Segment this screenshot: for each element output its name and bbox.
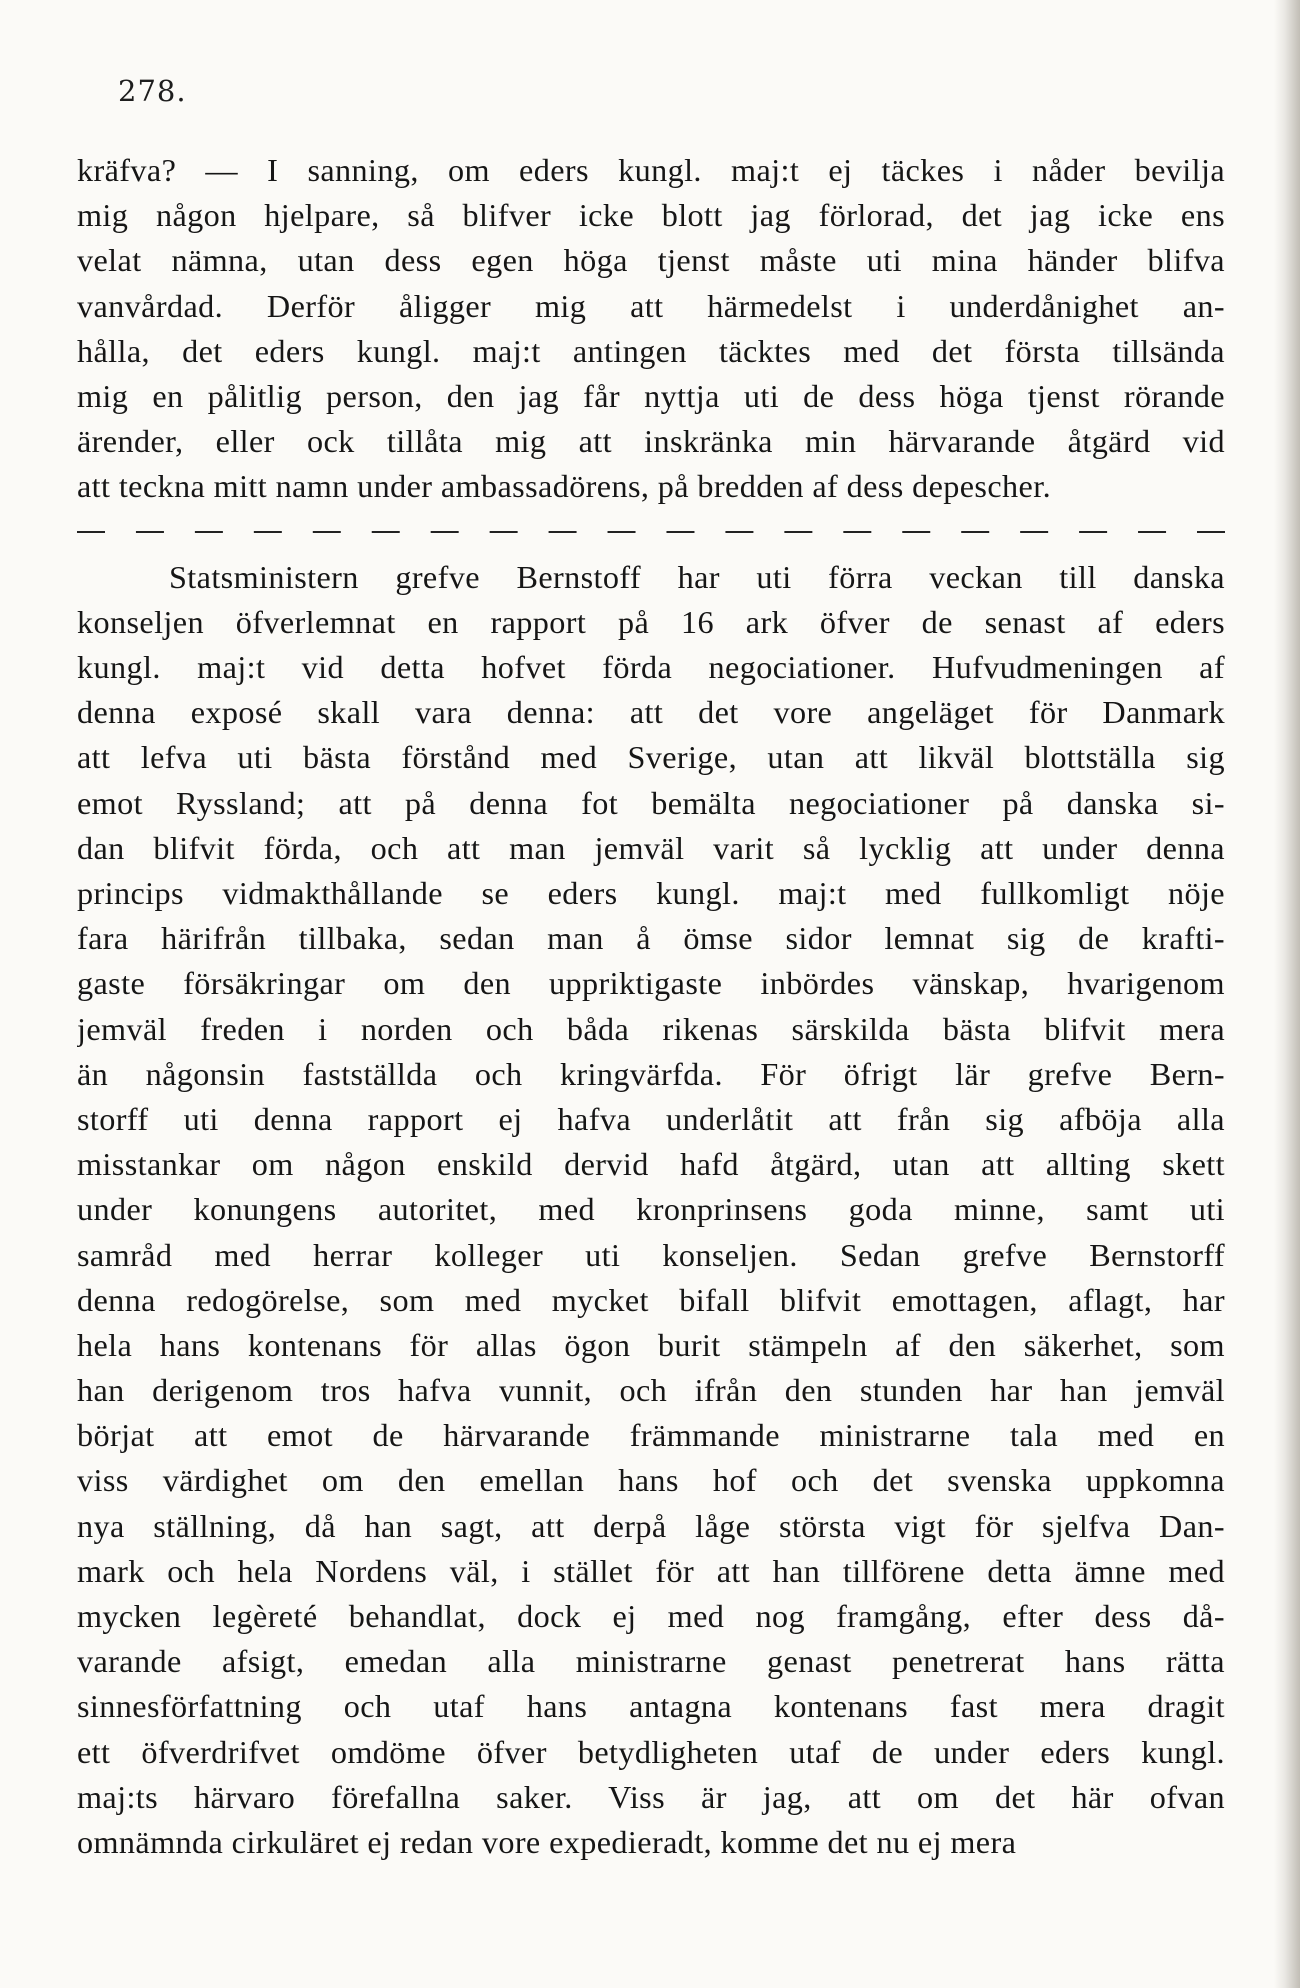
text-line: än någonsin fastställda och kringvärfda. För öfrigt lär grefve Bern- xyxy=(77,1055,1225,1092)
body-text xyxy=(77,148,1225,1865)
text-line: emot Ryssland; att på denna fot bemälta negociationer på danska si- xyxy=(77,784,1225,821)
text-line: konseljen öfverlemnat en rapport på 16 ark öfver de senast af eders xyxy=(77,603,1225,640)
text-line: hela hans kontenans för allas ögon burit stämpeln af den säkerhet, som xyxy=(77,1326,1225,1363)
text-line: denna exposé skall vara denna: att det vore angeläget för Danmark xyxy=(77,694,1225,731)
text-line: mycken legèreté behandlat, dock ej med nog framgång, efter dess då- xyxy=(77,1598,1225,1634)
text-line: mig en pålitlig person, den jag får nyttja uti de dess höga tjenst rörande xyxy=(77,377,1225,414)
text-line: gaste försäkringar om den uppriktigaste inbördes vänskap, hvarigenom xyxy=(77,965,1225,1002)
text-line: nya ställning, då han sagt, att derpå låge största vigt för sjelfva Dan- xyxy=(77,1507,1225,1544)
text-line: han derigenom tros hafva vunnit, och ifrån den stunden har han jemväl xyxy=(77,1372,1225,1409)
text-line: kräfva? — I sanning, om eders kungl. maj:t ej täckes i nåder bevilja xyxy=(77,152,1225,188)
text-line: under konungens autoritet, med kronprinsens goda minne, samt uti xyxy=(77,1191,1225,1228)
text-line: jemväl freden i norden och båda rikenas särskilda bästa blifvit mera xyxy=(77,1010,1225,1047)
text-line: kungl. maj:t vid detta hofvet förda negociationer. Hufvudmeningen af xyxy=(77,649,1225,686)
text-line: mig någon hjelpare, så blifver icke blott jag förlorad, det jag icke ens xyxy=(77,197,1225,234)
page-edge-shadow xyxy=(1274,0,1300,1988)
text-line: velat nämna, utan dess egen höga tjenst måste uti mina händer blifva xyxy=(77,242,1225,279)
text-line: dan blifvit förda, och att man jemväl varit så lycklig att under denna xyxy=(77,829,1225,866)
text-line: viss värdighet om den emellan hans hof och det svenska uppkomna xyxy=(77,1462,1225,1499)
text-line: vanvårdad. Derför åligger mig att härmedelst i underdånighet an- xyxy=(77,287,1225,324)
text-line: varande afsigt, emedan alla ministrarne genast penetrerat hans rätta xyxy=(77,1643,1225,1680)
text-line: att teckna mitt namn under ambassadörens, på bredden af dess depescher. xyxy=(77,468,1052,505)
text-line: hålla, det eders kungl. maj:t antingen täcktes med det första tillsända xyxy=(77,332,1225,369)
text-line: misstankar om någon enskild dervid hafd åtgärd, utan att allting skett xyxy=(77,1146,1225,1183)
text-line: att lefva uti bästa förstånd med Sverige, utan att likväl blottställa sig xyxy=(77,739,1225,776)
text-line: fara härifrån tillbaka, sedan man å ömse sidor lemnat sig de krafti- xyxy=(77,920,1225,957)
text-line: denna redogörelse, som med mycket bifall blifvit emottagen, aflagt, har xyxy=(77,1281,1225,1318)
text-line: Statsministern grefve Bernstoff har uti förra veckan till danska xyxy=(169,558,1225,595)
text-line: princips vidmakthållande se eders kungl. maj:t med fullkomligt nöje xyxy=(77,875,1225,911)
text-line: samråd med herrar kolleger uti konseljen. Sedan grefve Bernstorff xyxy=(77,1236,1225,1273)
text-line: ärender, eller ock tillåta mig att inskränka min härvarande åtgärd vid xyxy=(77,423,1225,460)
text-line: ett öfverdrifvet omdöme öfver betydligheten utaf de under eders kungl. xyxy=(77,1733,1225,1770)
text-line: omnämnda cirkuläret ej redan vore expedieradt, komme det nu ej mera xyxy=(77,1823,1017,1860)
paragraph-1 xyxy=(77,148,1225,510)
text-line: mark och hela Nordens väl, i stället för att han tillförene detta ämne med xyxy=(77,1552,1225,1589)
text-line: storff uti denna rapport ej hafva underlåtit att från sig afböja alla xyxy=(77,1100,1225,1137)
page-number: 278. xyxy=(118,74,187,108)
section-separator-dashes xyxy=(77,510,1225,555)
dash-rule xyxy=(77,510,1225,555)
text-line: maj:ts härvaro förefallna saker. Viss är jag, att om det här ofvan xyxy=(77,1778,1225,1815)
text-line: börjat att emot de härvarande främmande ministrarne tala med en xyxy=(77,1417,1225,1454)
paragraph-2 xyxy=(77,555,1225,1865)
text-line: sinnesförfattning och utaf hans antagna kontenans fast mera dragit xyxy=(77,1688,1225,1725)
